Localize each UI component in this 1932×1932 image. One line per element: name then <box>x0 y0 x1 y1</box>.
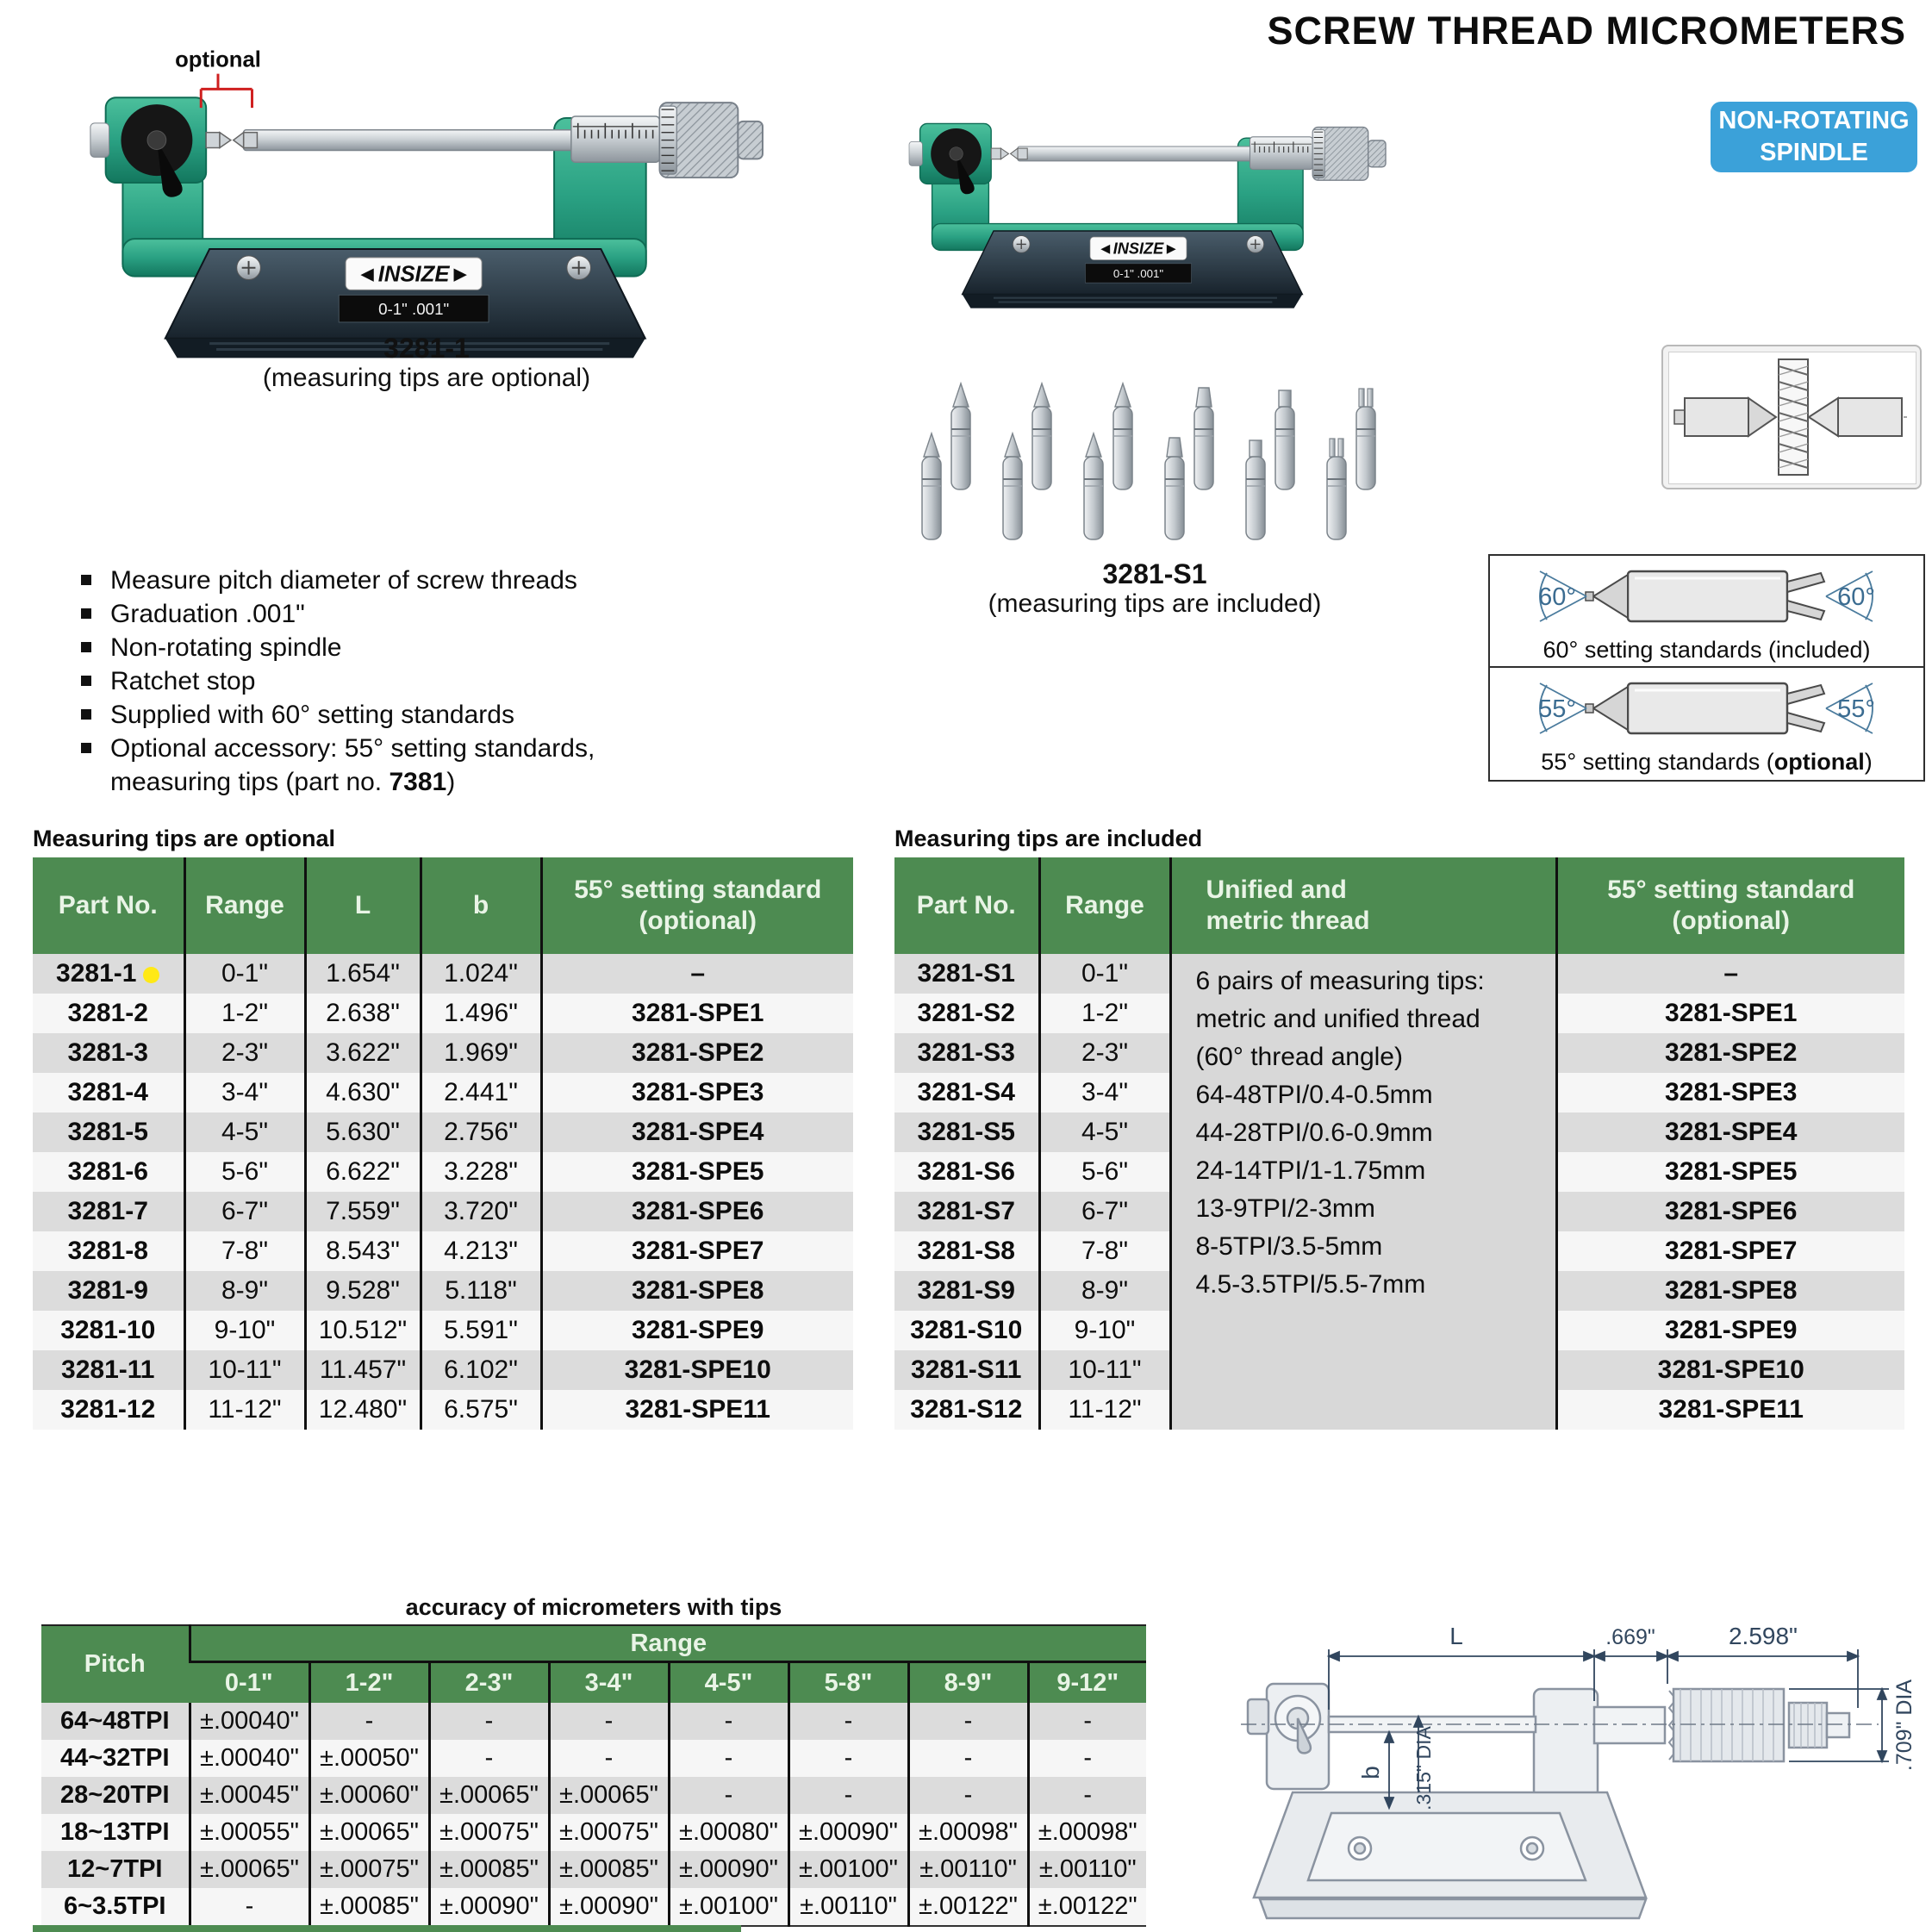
accuracy-value-cell: ±.00100" <box>788 1851 908 1888</box>
b-cell: 2.441" <box>421 1073 541 1112</box>
accuracy-row <box>41 1888 1146 1926</box>
accuracy-table-title: accuracy of micrometers with tips <box>405 1594 782 1620</box>
accuracy-value-cell: ±.00085" <box>429 1851 549 1888</box>
part-no-cell: 3281-S12 <box>894 1390 1039 1430</box>
part-no-cell: 3281-1 <box>33 954 184 994</box>
table-row <box>33 1152 853 1192</box>
b-cell: 2.756" <box>421 1112 541 1152</box>
range-cell: 8-9" <box>1039 1271 1170 1311</box>
accuracy-value-cell: ±.00075" <box>309 1851 429 1888</box>
b-cell: 6.575" <box>421 1390 541 1430</box>
accuracy-value-cell: - <box>429 1703 549 1740</box>
pitch-cell: 64~48TPI <box>41 1703 190 1740</box>
spe-cell: 3281-SPE3 <box>541 1073 853 1112</box>
optional-tips-table <box>33 857 853 1430</box>
table-right-heading: Measuring tips are included <box>894 826 1203 851</box>
dim-709-label: .709" DIA <box>1892 1679 1916 1772</box>
range-cell: 1-2" <box>184 994 305 1033</box>
col-b: b <box>421 857 541 954</box>
thread-diagram-drawing <box>1669 352 1914 482</box>
badge-line-1: NON-ROTATING <box>1718 107 1910 134</box>
svg-text:0-1" .001": 0-1" .001" <box>1112 266 1164 280</box>
svg-text:0-1" .001": 0-1" .001" <box>378 300 450 319</box>
dim-2598-label: 2.598" <box>1728 1623 1798 1649</box>
accuracy-value-cell: ±.00090" <box>429 1888 549 1926</box>
accuracy-value-cell: ±.00065" <box>309 1814 429 1851</box>
b-cell: 1.024" <box>421 954 541 994</box>
feature-item: Supplied with 60° setting standards <box>79 698 682 732</box>
thread-contact-diagram <box>1661 345 1922 489</box>
accuracy-value-cell: - <box>549 1703 669 1740</box>
svg-text:60°: 60° <box>1538 583 1576 611</box>
part-no-cell: 3281-S4 <box>894 1073 1039 1112</box>
spe-cell: 3281-SPE3 <box>1556 1073 1904 1112</box>
range-cell: 4-5" <box>184 1112 305 1152</box>
range-cell: 0-1" <box>184 954 305 994</box>
svg-text:55°: 55° <box>1538 695 1576 723</box>
standard-60-diagram <box>1490 556 1923 637</box>
range-cell: 5-6" <box>184 1152 305 1192</box>
figure-right-caption: (measuring tips are included) <box>988 589 1322 618</box>
feature-item: Measure pitch diameter of screw threads <box>79 564 682 597</box>
accuracy-header-row-1 <box>41 1625 1146 1662</box>
part-no-cell: 3281-S1 <box>894 954 1039 994</box>
table-header-row <box>33 857 853 954</box>
b-cell: 3.720" <box>421 1192 541 1231</box>
spe-cell: 3281-SPE11 <box>541 1390 853 1430</box>
feature-list <box>45 564 682 799</box>
l-cell: 9.528" <box>305 1271 421 1311</box>
figure-left-caption: (measuring tips are optional) <box>262 364 591 392</box>
range-cell: 3-4" <box>184 1073 305 1112</box>
spe-cell: 3281-SPE6 <box>1556 1192 1904 1231</box>
accuracy-value-cell: ±.00050" <box>309 1740 429 1777</box>
spe-cell: 3281-SPE9 <box>541 1311 853 1350</box>
page-title: SCREW THREAD MICROMETERS <box>1267 9 1906 53</box>
accuracy-value-cell: - <box>669 1740 788 1777</box>
accuracy-value-cell: - <box>669 1703 788 1740</box>
range-cell: 2-3" <box>1039 1033 1170 1073</box>
table-row <box>33 1033 853 1073</box>
range-cell: 1-2" <box>1039 994 1170 1033</box>
table-row <box>33 1390 853 1430</box>
accuracy-row <box>41 1814 1146 1851</box>
spe-cell: 3281-SPE5 <box>541 1152 853 1192</box>
range-col-header: 0-1" <box>190 1662 309 1704</box>
part-no-cell: 3281-2 <box>33 994 184 1033</box>
accuracy-value-cell: ±.00098" <box>1028 1814 1146 1851</box>
l-cell: 5.630" <box>305 1112 421 1152</box>
table-row <box>33 1073 853 1112</box>
accuracy-value-cell: ±.00122" <box>1028 1888 1146 1926</box>
range-col-header: 9-12" <box>1028 1662 1146 1704</box>
part-no-cell: 3281-S3 <box>894 1033 1039 1073</box>
range-cell: 3-4" <box>1039 1073 1170 1112</box>
spe-cell: 3281-SPE6 <box>541 1192 853 1231</box>
feature-last-line2-pre: measuring tips (part no. <box>110 768 390 796</box>
b-cell: 6.102" <box>421 1350 541 1390</box>
standard-55-cell <box>1490 668 1923 780</box>
micrometer-3281-1-image <box>82 45 763 319</box>
col-spe-line2: (optional) <box>1672 907 1791 935</box>
b-cell: 4.213" <box>421 1231 541 1271</box>
standard-55-diagram <box>1490 668 1923 749</box>
table-row <box>33 1192 853 1231</box>
table-row <box>33 1112 853 1152</box>
spe-cell: 3281-SPE7 <box>1556 1231 1904 1271</box>
figure-left-name: 3281-1 <box>383 333 470 364</box>
col-spe <box>541 857 853 954</box>
range-header: Range <box>190 1625 1146 1662</box>
accuracy-value-cell: ±.00055" <box>190 1814 309 1851</box>
col-range: Range <box>1039 857 1170 954</box>
standard-55-caption-suf: ) <box>1864 749 1873 775</box>
range-col-header: 8-9" <box>908 1662 1028 1704</box>
pitch-cell: 44~32TPI <box>41 1740 190 1777</box>
col-spe-line2: (optional) <box>639 907 757 935</box>
part-no-cell: 3281-3 <box>33 1033 184 1073</box>
l-cell: 8.543" <box>305 1231 421 1271</box>
accuracy-value-cell: ±.00065" <box>190 1851 309 1888</box>
feature-item-continuation <box>79 765 682 799</box>
feature-last-part-no: 7381 <box>389 768 447 796</box>
pitch-header: Pitch <box>41 1625 190 1703</box>
range-cell: 10-11" <box>184 1350 305 1390</box>
feature-item: Ratchet stop <box>79 664 682 698</box>
accuracy-value-cell: ±.00085" <box>309 1888 429 1926</box>
range-col-header: 3-4" <box>549 1662 669 1704</box>
accuracy-value-cell: - <box>190 1888 309 1926</box>
accuracy-value-cell: - <box>1028 1740 1146 1777</box>
accuracy-value-cell: ±.00085" <box>549 1851 669 1888</box>
spe-cell: 3281-SPE4 <box>541 1112 853 1152</box>
dim-b-label: b <box>1357 1766 1384 1779</box>
l-cell: 10.512" <box>305 1311 421 1350</box>
b-cell: 1.496" <box>421 994 541 1033</box>
yellow-highlight-dot <box>143 967 159 983</box>
accuracy-value-cell: ±.00110" <box>788 1888 908 1926</box>
col-spe <box>1556 857 1904 954</box>
spe-cell: 3281-SPE2 <box>1556 1033 1904 1073</box>
accuracy-value-cell: ±.00090" <box>549 1888 669 1926</box>
part-no-cell: 3281-10 <box>33 1311 184 1350</box>
accuracy-value-cell: ±.00080" <box>669 1814 788 1851</box>
spe-cell: 3281-SPE8 <box>1556 1271 1904 1311</box>
included-tips-table <box>894 857 1904 1430</box>
table-row <box>33 994 853 1033</box>
table-row <box>33 954 853 994</box>
range-cell: 7-8" <box>1039 1231 1170 1271</box>
range-cell: 2-3" <box>184 1033 305 1073</box>
accuracy-value-cell: ±.00122" <box>908 1888 1028 1926</box>
svg-text:◄INSIZE►: ◄INSIZE► <box>1097 240 1180 258</box>
table-header-row <box>894 857 1904 954</box>
accuracy-value-cell: - <box>908 1703 1028 1740</box>
pitch-cell: 18~13TPI <box>41 1814 190 1851</box>
accuracy-value-cell: - <box>788 1777 908 1814</box>
accuracy-value-cell: ±.00110" <box>1028 1851 1146 1888</box>
accuracy-value-cell: ±.00065" <box>429 1777 549 1814</box>
col-part-no: Part No. <box>33 857 184 954</box>
table-left-heading: Measuring tips are optional <box>33 826 336 851</box>
accuracy-value-cell: ±.00075" <box>429 1814 549 1851</box>
dim-669-label: .669" <box>1605 1625 1655 1649</box>
part-no-cell: 3281-S6 <box>894 1152 1039 1192</box>
standard-60-cell <box>1490 556 1923 668</box>
accuracy-value-cell: ±.00110" <box>908 1851 1028 1888</box>
dimension-drawing <box>1163 1587 1922 1930</box>
range-col-header: 1-2" <box>309 1662 429 1704</box>
standard-60-caption <box>1490 637 1923 664</box>
svg-text:◄INSIZE►: ◄INSIZE► <box>356 262 471 287</box>
accuracy-value-cell: - <box>1028 1777 1146 1814</box>
range-cell: 9-10" <box>184 1311 305 1350</box>
svg-text:optional: optional <box>175 47 261 72</box>
feature-item <box>79 732 682 765</box>
accuracy-row <box>41 1740 1146 1777</box>
accuracy-value-cell: ±.00090" <box>669 1851 788 1888</box>
accuracy-value-cell: ±.00045" <box>190 1777 309 1814</box>
range-cell: 6-7" <box>184 1192 305 1231</box>
b-cell: 5.591" <box>421 1311 541 1350</box>
accuracy-value-cell: ±.00040" <box>190 1740 309 1777</box>
accuracy-value-cell: - <box>908 1740 1028 1777</box>
standard-55-caption <box>1490 749 1923 776</box>
accuracy-value-cell: - <box>788 1740 908 1777</box>
range-cell: 9-10" <box>1039 1311 1170 1350</box>
spe-cell: – <box>1556 954 1904 994</box>
spe-cell: 3281-SPE1 <box>541 994 853 1033</box>
b-cell: 5.118" <box>421 1271 541 1311</box>
accuracy-value-cell: - <box>788 1703 908 1740</box>
col-spe-line1: 55° setting standard <box>574 876 822 904</box>
col-spe-line1: 55° setting standard <box>1607 876 1855 904</box>
measuring-tips-set-image <box>907 372 1406 558</box>
l-cell: 12.480" <box>305 1390 421 1430</box>
range-cell: 6-7" <box>1039 1192 1170 1231</box>
pitch-cell: 12~7TPI <box>41 1851 190 1888</box>
accuracy-row <box>41 1703 1146 1740</box>
range-cell: 5-6" <box>1039 1152 1170 1192</box>
part-no-cell: 3281-S9 <box>894 1271 1039 1311</box>
non-rotating-spindle-badge <box>1711 102 1917 172</box>
spe-cell: 3281-SPE5 <box>1556 1152 1904 1192</box>
col-range: Range <box>184 857 305 954</box>
col-thread <box>1170 857 1556 954</box>
figure-right-name: 3281-S1 <box>1102 558 1207 589</box>
feature-last-line1: Optional accessory: 55° setting standards, <box>110 734 595 763</box>
accuracy-value-cell: ±.00065" <box>549 1777 669 1814</box>
accuracy-value-cell: ±.00075" <box>549 1814 669 1851</box>
col-thread-line2: metric thread <box>1206 907 1370 935</box>
table-row <box>33 1350 853 1390</box>
badge-line-2: SPINDLE <box>1760 139 1868 166</box>
part-no-cell: 3281-6 <box>33 1152 184 1192</box>
dim-315-label: .315" DIA <box>1412 1726 1435 1810</box>
b-cell: 3.228" <box>421 1152 541 1192</box>
spe-cell: 3281-SPE10 <box>1556 1350 1904 1390</box>
part-no-cell: 3281-S11 <box>894 1350 1039 1390</box>
micrometer-3281-s1-image <box>903 86 1386 280</box>
range-col-header: 5-8" <box>788 1662 908 1704</box>
range-cell: 8-9" <box>184 1271 305 1311</box>
accuracy-table <box>41 1624 1146 1927</box>
accuracy-value-cell: - <box>309 1703 429 1740</box>
part-no-cell: 3281-8 <box>33 1231 184 1271</box>
dim-L-label: L <box>1449 1623 1463 1649</box>
accuracy-header-row-2 <box>41 1662 1146 1704</box>
accuracy-value-cell: - <box>908 1777 1028 1814</box>
accuracy-value-cell: - <box>429 1740 549 1777</box>
accuracy-row <box>41 1777 1146 1814</box>
part-no-cell: 3281-5 <box>33 1112 184 1152</box>
l-cell: 1.654" <box>305 954 421 994</box>
accuracy-value-cell: - <box>549 1740 669 1777</box>
accuracy-value-cell: ±.00100" <box>669 1888 788 1926</box>
col-thread-line1: Unified and <box>1206 876 1347 904</box>
spe-cell: – <box>541 954 853 994</box>
pitch-cell: 28~20TPI <box>41 1777 190 1814</box>
thread-info-cell: 6 pairs of measuring tips: metric and unified thread (60° thread angle) 64-48TPI/0.4-0.5mm 44-28TPI/0.6-0.9mm 24-14TPI/1-1.75mm 13-9TPI/2-3mm 8-5TPI/3.5-5mm 4.5-3.5TPI/5.5-7mm <box>1170 954 1556 1430</box>
accuracy-value-cell: ±.00098" <box>908 1814 1028 1851</box>
part-no-cell: 3281-S5 <box>894 1112 1039 1152</box>
range-cell: 10-11" <box>1039 1350 1170 1390</box>
feature-last-line2-suf: ) <box>446 768 456 796</box>
table-row <box>33 1271 853 1311</box>
spe-cell: 3281-SPE9 <box>1556 1311 1904 1350</box>
spe-cell: 3281-SPE10 <box>541 1350 853 1390</box>
l-cell: 11.457" <box>305 1350 421 1390</box>
spe-cell: 3281-SPE7 <box>541 1231 853 1271</box>
spe-cell: 3281-SPE8 <box>541 1271 853 1311</box>
part-no-cell: 3281-S2 <box>894 994 1039 1033</box>
spe-cell: 3281-SPE4 <box>1556 1112 1904 1152</box>
l-cell: 2.638" <box>305 994 421 1033</box>
col-part-no: Part No. <box>894 857 1039 954</box>
setting-standards-box <box>1488 554 1925 782</box>
range-cell: 4-5" <box>1039 1112 1170 1152</box>
accuracy-value-cell: - <box>669 1777 788 1814</box>
svg-text:55°: 55° <box>1837 695 1875 723</box>
range-cell: 11-12" <box>1039 1390 1170 1430</box>
l-cell: 3.622" <box>305 1033 421 1073</box>
spe-cell: 3281-SPE11 <box>1556 1390 1904 1430</box>
spe-cell: 3281-SPE2 <box>541 1033 853 1073</box>
accuracy-value-cell: ±.00090" <box>788 1814 908 1851</box>
accuracy-value-cell: ±.00040" <box>190 1703 309 1740</box>
spe-cell: 3281-SPE1 <box>1556 994 1904 1033</box>
table-row <box>33 1311 853 1350</box>
part-no-cell: 3281-4 <box>33 1073 184 1112</box>
b-cell: 1.969" <box>421 1033 541 1073</box>
range-cell: 11-12" <box>184 1390 305 1430</box>
accuracy-value-cell: ±.00060" <box>309 1777 429 1814</box>
part-no-cell: 3281-S8 <box>894 1231 1039 1271</box>
standard-55-caption-bold: optional <box>1773 749 1865 775</box>
svg-text:60°: 60° <box>1837 583 1875 611</box>
thread-contact-diagram-inner <box>1668 352 1916 484</box>
table-row <box>894 954 1904 994</box>
standard-55-caption-pre: 55° setting standards ( <box>1541 749 1774 775</box>
part-no-cell: 3281-9 <box>33 1271 184 1311</box>
table-row <box>33 1231 853 1271</box>
part-no-cell: 3281-S10 <box>894 1311 1039 1350</box>
feature-item: Graduation .001" <box>79 597 682 631</box>
part-no-cell: 3281-S7 <box>894 1192 1039 1231</box>
part-no-cell: 3281-11 <box>33 1350 184 1390</box>
range-col-header: 2-3" <box>429 1662 549 1704</box>
range-cell: 7-8" <box>184 1231 305 1271</box>
feature-item: Non-rotating spindle <box>79 631 682 664</box>
col-L: L <box>305 857 421 954</box>
l-cell: 7.559" <box>305 1192 421 1231</box>
range-col-header: 4-5" <box>669 1662 788 1704</box>
l-cell: 6.622" <box>305 1152 421 1192</box>
next-table-header-cut <box>33 1925 741 1932</box>
accuracy-value-cell: - <box>1028 1703 1146 1740</box>
part-no-cell: 3281-12 <box>33 1390 184 1430</box>
part-no-cell: 3281-7 <box>33 1192 184 1231</box>
pitch-cell: 6~3.5TPI <box>41 1888 190 1926</box>
l-cell: 4.630" <box>305 1073 421 1112</box>
accuracy-row <box>41 1851 1146 1888</box>
range-cell: 0-1" <box>1039 954 1170 994</box>
standard-60-caption-text: 60° setting standards (included) <box>1542 637 1871 663</box>
